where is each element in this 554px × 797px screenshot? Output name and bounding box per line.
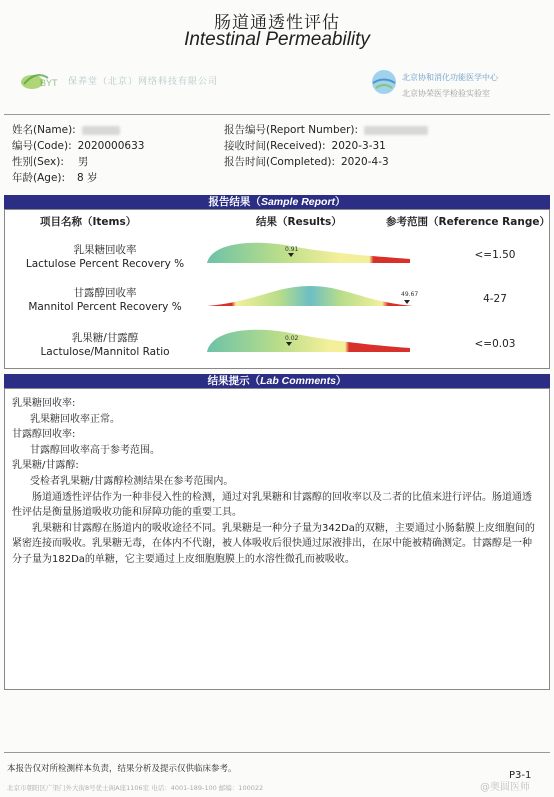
code-value: 2020000633 <box>77 140 145 152</box>
result-row-mannitol <box>10 286 200 314</box>
company-logo-text: 保养堂（北京）网络科技有限公司 <box>68 77 219 87</box>
company-logo <box>18 66 248 96</box>
header-divider <box>4 114 550 115</box>
watermark-text: @奥圆医师 <box>480 782 530 793</box>
lab-comments-title-cn: 结果提示（ <box>207 375 261 387</box>
item-name-en: Lactulose/Mannitol Ratio <box>40 346 170 358</box>
sample-report-title-en: Sample Report <box>260 196 336 208</box>
column-header-range: 参考范围（Reference Range） <box>386 216 550 228</box>
received-label: 接收时间(Received): <box>224 140 326 152</box>
lab-comments-title-close: ） <box>335 375 347 387</box>
column-header-items: 项目名称（Items） <box>40 216 137 228</box>
age-label: 年龄(Age): <box>12 172 66 184</box>
comment-line: 乳果糖/甘露醇: <box>12 460 79 472</box>
age-value: 8 岁 <box>77 172 98 184</box>
item-name-cn: 甘露醇回收率 <box>73 287 137 299</box>
comment-line: 乳果糖回收率: <box>12 398 76 409</box>
comment-paragraph: 乳果糖和甘露醇在肠道内的吸收途径不同。乳果糖是一种分子量为342Da的双糖，主要通过小肠黏膜上皮细胞间的紧密连接而吸收。乳果糖无毒，在体内不代谢，被人体吸收后很快通过尿液排出，在尿中能被精确测定。甘露醇是一种分子量为182Da的单糖，它主要通过上皮细胞胞膜上的水溶性微孔而被吸收。 <box>12 522 535 565</box>
lab-logo <box>370 66 540 106</box>
comment-line: 甘露醇回收率: <box>12 429 76 441</box>
report-number-redacted <box>364 126 428 135</box>
reference-range-mannitol: 4-27 <box>483 293 507 305</box>
item-name-en: Mannitol Percent Recovery % <box>28 301 182 313</box>
sample-report-title-cn: 报告结果（ <box>208 196 261 208</box>
result-row-ratio <box>10 331 200 359</box>
result-gauge-ratio <box>205 324 415 364</box>
name-label: 姓名(Name): <box>12 124 76 136</box>
leaf-logo-icon <box>18 68 62 92</box>
patient-info-right <box>224 122 428 170</box>
report-title-en: Intestinal Permeability <box>184 29 370 50</box>
lab-comments-text <box>12 396 540 568</box>
completed-label: 报告时间(Completed): <box>224 156 335 168</box>
sample-report-header <box>4 195 550 209</box>
page-number: P3-1 <box>509 770 532 781</box>
sex-value: 男 <box>77 156 89 168</box>
reference-range-lactulose: <=1.50 <box>474 249 516 261</box>
footer-address: 北京市朝阳区广渠门外大街8号优士阁A座1106室 电话：4001-189-100 邮编：100022 <box>7 784 264 792</box>
item-name-en: Lactulose Percent Recovery % <box>25 258 185 270</box>
result-gauge-mannitol <box>205 280 419 320</box>
result-row-lactulose <box>10 243 200 271</box>
globe-logo-icon <box>370 68 398 96</box>
lab-comments-title-en: Lab Comments <box>260 375 336 387</box>
sample-report-title-close: ） <box>335 196 346 208</box>
svg-text:BYT: BYT <box>40 78 58 88</box>
result-marker <box>404 300 410 304</box>
comment-paragraph: 肠道通透性评估作为一种非侵入性的检测，通过对乳果糖和甘露醇的回收率以及二者的比值来进行评估。肠道通透性评估是衡量肠道吸收功能和屏障功能的重要工具。 <box>12 491 532 519</box>
report-title-cn: 肠道通透性评估 <box>214 13 340 33</box>
footer-disclaimer: 本报告仅对所检测样本负责，结果分析及提示仅供临床参考。 <box>7 764 237 774</box>
column-header-results: 结果（Results） <box>256 216 342 228</box>
result-value-label: 0.91 <box>285 246 299 253</box>
comment-line: 乳果糖回收率正常。 <box>30 413 120 425</box>
result-gauge-lactulose <box>205 237 415 277</box>
comment-line: 甘露醇回收率高于参考范围。 <box>30 444 160 456</box>
patient-info-left <box>12 122 144 186</box>
report-number-label: 报告编号(Report Number): <box>224 124 359 136</box>
sex-label: 性别(Sex): <box>12 156 64 168</box>
received-value: 2020-3-31 <box>331 140 386 152</box>
result-value-label: 0.02 <box>285 335 299 342</box>
name-redacted <box>82 126 120 135</box>
completed-value: 2020-4-3 <box>341 156 389 168</box>
lab-comments-header <box>4 374 550 388</box>
comment-line: 受检者乳果糖/甘露醇检测结果在参考范围内。 <box>30 475 234 487</box>
lab-logo-text-2: 北京协荣医学检验实验室 <box>402 89 490 98</box>
reference-range-ratio: <=0.03 <box>474 338 516 350</box>
item-name-cn: 乳果糖回收率 <box>73 244 137 256</box>
footer-divider <box>4 752 550 753</box>
code-label: 编号(Code): <box>12 140 72 152</box>
item-name-cn: 乳果糖/甘露醇 <box>71 332 139 344</box>
result-value-label: 49.67 <box>401 291 419 298</box>
lab-logo-text-1: 北京协和消化功能医学中心 <box>402 73 498 82</box>
